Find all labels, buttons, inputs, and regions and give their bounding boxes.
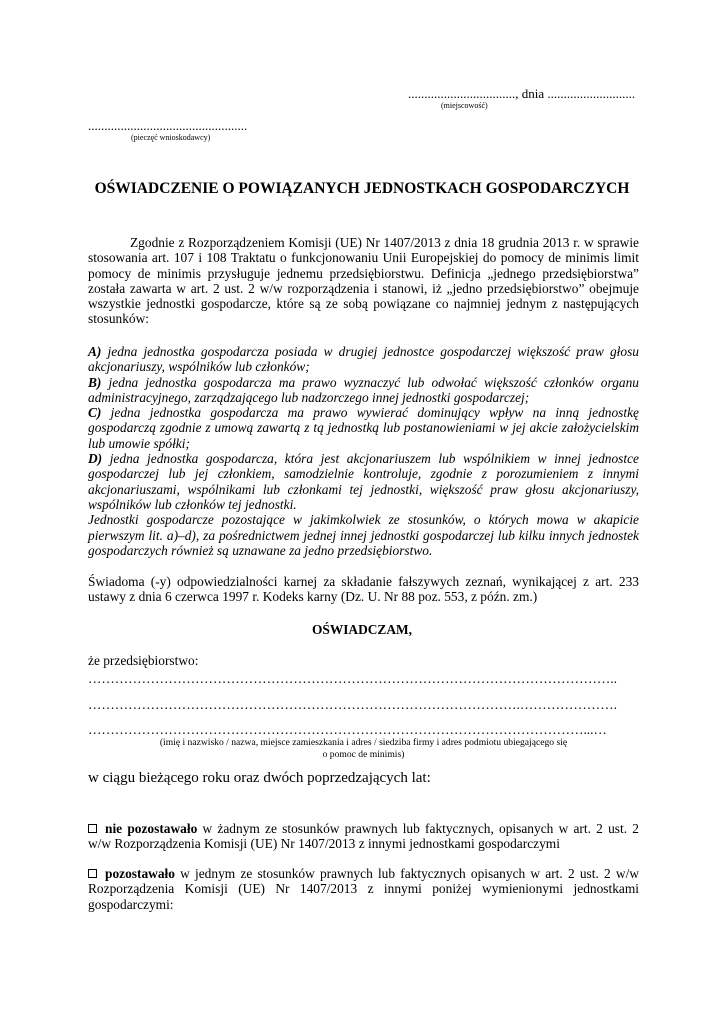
condition-a-letter: A) — [88, 344, 102, 359]
conditions-note: Jednostki gospodarcze pozostające w jakimkolwiek ze stosunków, o których mowa w akapicie pierwszym lit. a)–d), za pośrednictwem jednej innej jednostki gospodarczej lub kilku innych jednostek gospodarczych również są uznawane za jedno przedsiębiorstwo. — [88, 512, 639, 558]
declare-heading: OŚWIADCZAM, — [311, 622, 413, 637]
option-not-related-text: w żadnym ze stosunków prawnych lub faktycznych, opisanych w art. 2 ust. 2 w/w Rozporządzenia Komisji (UE) Nr 1407/2013 z innymi jednostkami gospodarczymi — [88, 821, 639, 852]
condition-a-text: jedna jednostka gospodarcza posiada w drugiej jednostce gospodarczej większość praw głosu akcjonariuszy, wspólników lub członków; — [88, 344, 639, 375]
condition-c-text: jedna jednostka gospodarcza ma prawo wywierać dominujący wpływ na inną jednostkę gospodarczą zgodnie z umową zawartą z tą jednostką lub postanowieniami w jej akcie założycielskim lub umowie spółki; — [88, 405, 639, 451]
condition-c-letter: C) — [88, 405, 102, 421]
condition-a — [88, 344, 639, 375]
condition-b-text: jedna jednostka gospodarcza ma prawo wyznaczyć lub odwołać większość członków organu administracyjnego, zarządzającego lub nadzorczego innej jednostki gospodarczej; — [88, 374, 639, 405]
conditions-list — [88, 344, 639, 558]
period-text: w ciągu bieżącego roku oraz dwóch poprzedzających lat: — [88, 770, 431, 786]
option-not-related-label: nie pozostawało — [105, 821, 198, 836]
option-related — [88, 866, 639, 912]
fill-line-2[interactable]: …………………………………………………………………………………….…………………. — [88, 697, 617, 712]
checkbox-not-related[interactable] — [88, 824, 97, 833]
condition-d-letter: D) — [88, 451, 103, 467]
fill-caption-2: o pomoc de minimis) — [322, 749, 405, 760]
condition-b-letter: B) — [88, 374, 102, 390]
condition-d — [88, 451, 639, 512]
awareness-paragraph: Świadoma (-y) odpowiedzialności karnej za składanie fałszywych zeznań, wynikającej z art. 233 ustawy z dnia 6 czerwca 1997 r. Kodeks karny (Dz. U. Nr 88 poz. 553, z późn. zm.) — [88, 574, 639, 605]
document-title: OŚWIADCZENIE O POWIĄZANYCH JEDNOSTKACH GOSPODARCZYCH — [94, 180, 630, 197]
checkbox-related[interactable] — [88, 869, 97, 878]
fill-caption-1: (imię i nazwisko / nazwa, miejsce zamieszkania i adres / siedziba firmy i adres podmiotu ubiegającego się — [159, 737, 568, 748]
option-not-related — [88, 821, 639, 852]
place-date-line: ................................., dnia ........................... — [408, 86, 636, 101]
condition-c — [88, 405, 639, 451]
place-caption: (miejscowość) — [441, 101, 488, 110]
fill-line-1[interactable]: ……………………………………………………………………………………………………….. — [88, 671, 617, 686]
condition-b — [88, 375, 639, 406]
option-related-label: pozostawało — [105, 866, 175, 881]
condition-d-text: jedna jednostka gospodarcza, która jest akcjonariuszem lub wspólnikiem w innej jednostce gospodarczej lub jej członkiem, samodzielnie kontroluje, zgodnie z porozumieniem z innymi akcjonariuszami, wspólnikami lub członkami tej jednostki, większość praw głosu akcjonariuszy, wspólników lub członków tej jednostki. — [88, 451, 639, 512]
enterprise-label: że przedsiębiorstwo: — [88, 653, 199, 668]
stamp-line: ................................................. — [88, 118, 248, 133]
fill-line-3[interactable]: …………………………………………………………………………………………………...… — [88, 722, 607, 737]
option-related-text: w jednym ze stosunków prawnych lub faktycznych opisanych w art. 2 ust. 2 w/w Rozporządzenia Komisji (UE) Nr 1407/2013 z innymi poniżej wymienionymi jednostkami gospodarczymi: — [88, 866, 639, 912]
stamp-caption: (pieczęć wnioskodawcy) — [131, 133, 211, 142]
intro-paragraph: Zgodnie z Rozporządzeniem Komisji (UE) Nr 1407/2013 z dnia 18 grudnia 2013 r. w sprawie stosowania art. 107 i 108 Traktatu o funkcjonowaniu Unii Europejskiej do pomocy de minimis limit pomocy de minimis przysługuje jednemu przedsiębiorstwu. Definicja „jednego przedsiębiorstwa” została zawarta w art. 2 ust. 2 w/w rozporządzenia i stanowi, iż „jedno przedsiębiorstwo” obejmuje wszystkie jednostki gospodarcze, które są ze sobą powiązane co najmniej jednym z następujących stosunków: — [88, 235, 639, 327]
